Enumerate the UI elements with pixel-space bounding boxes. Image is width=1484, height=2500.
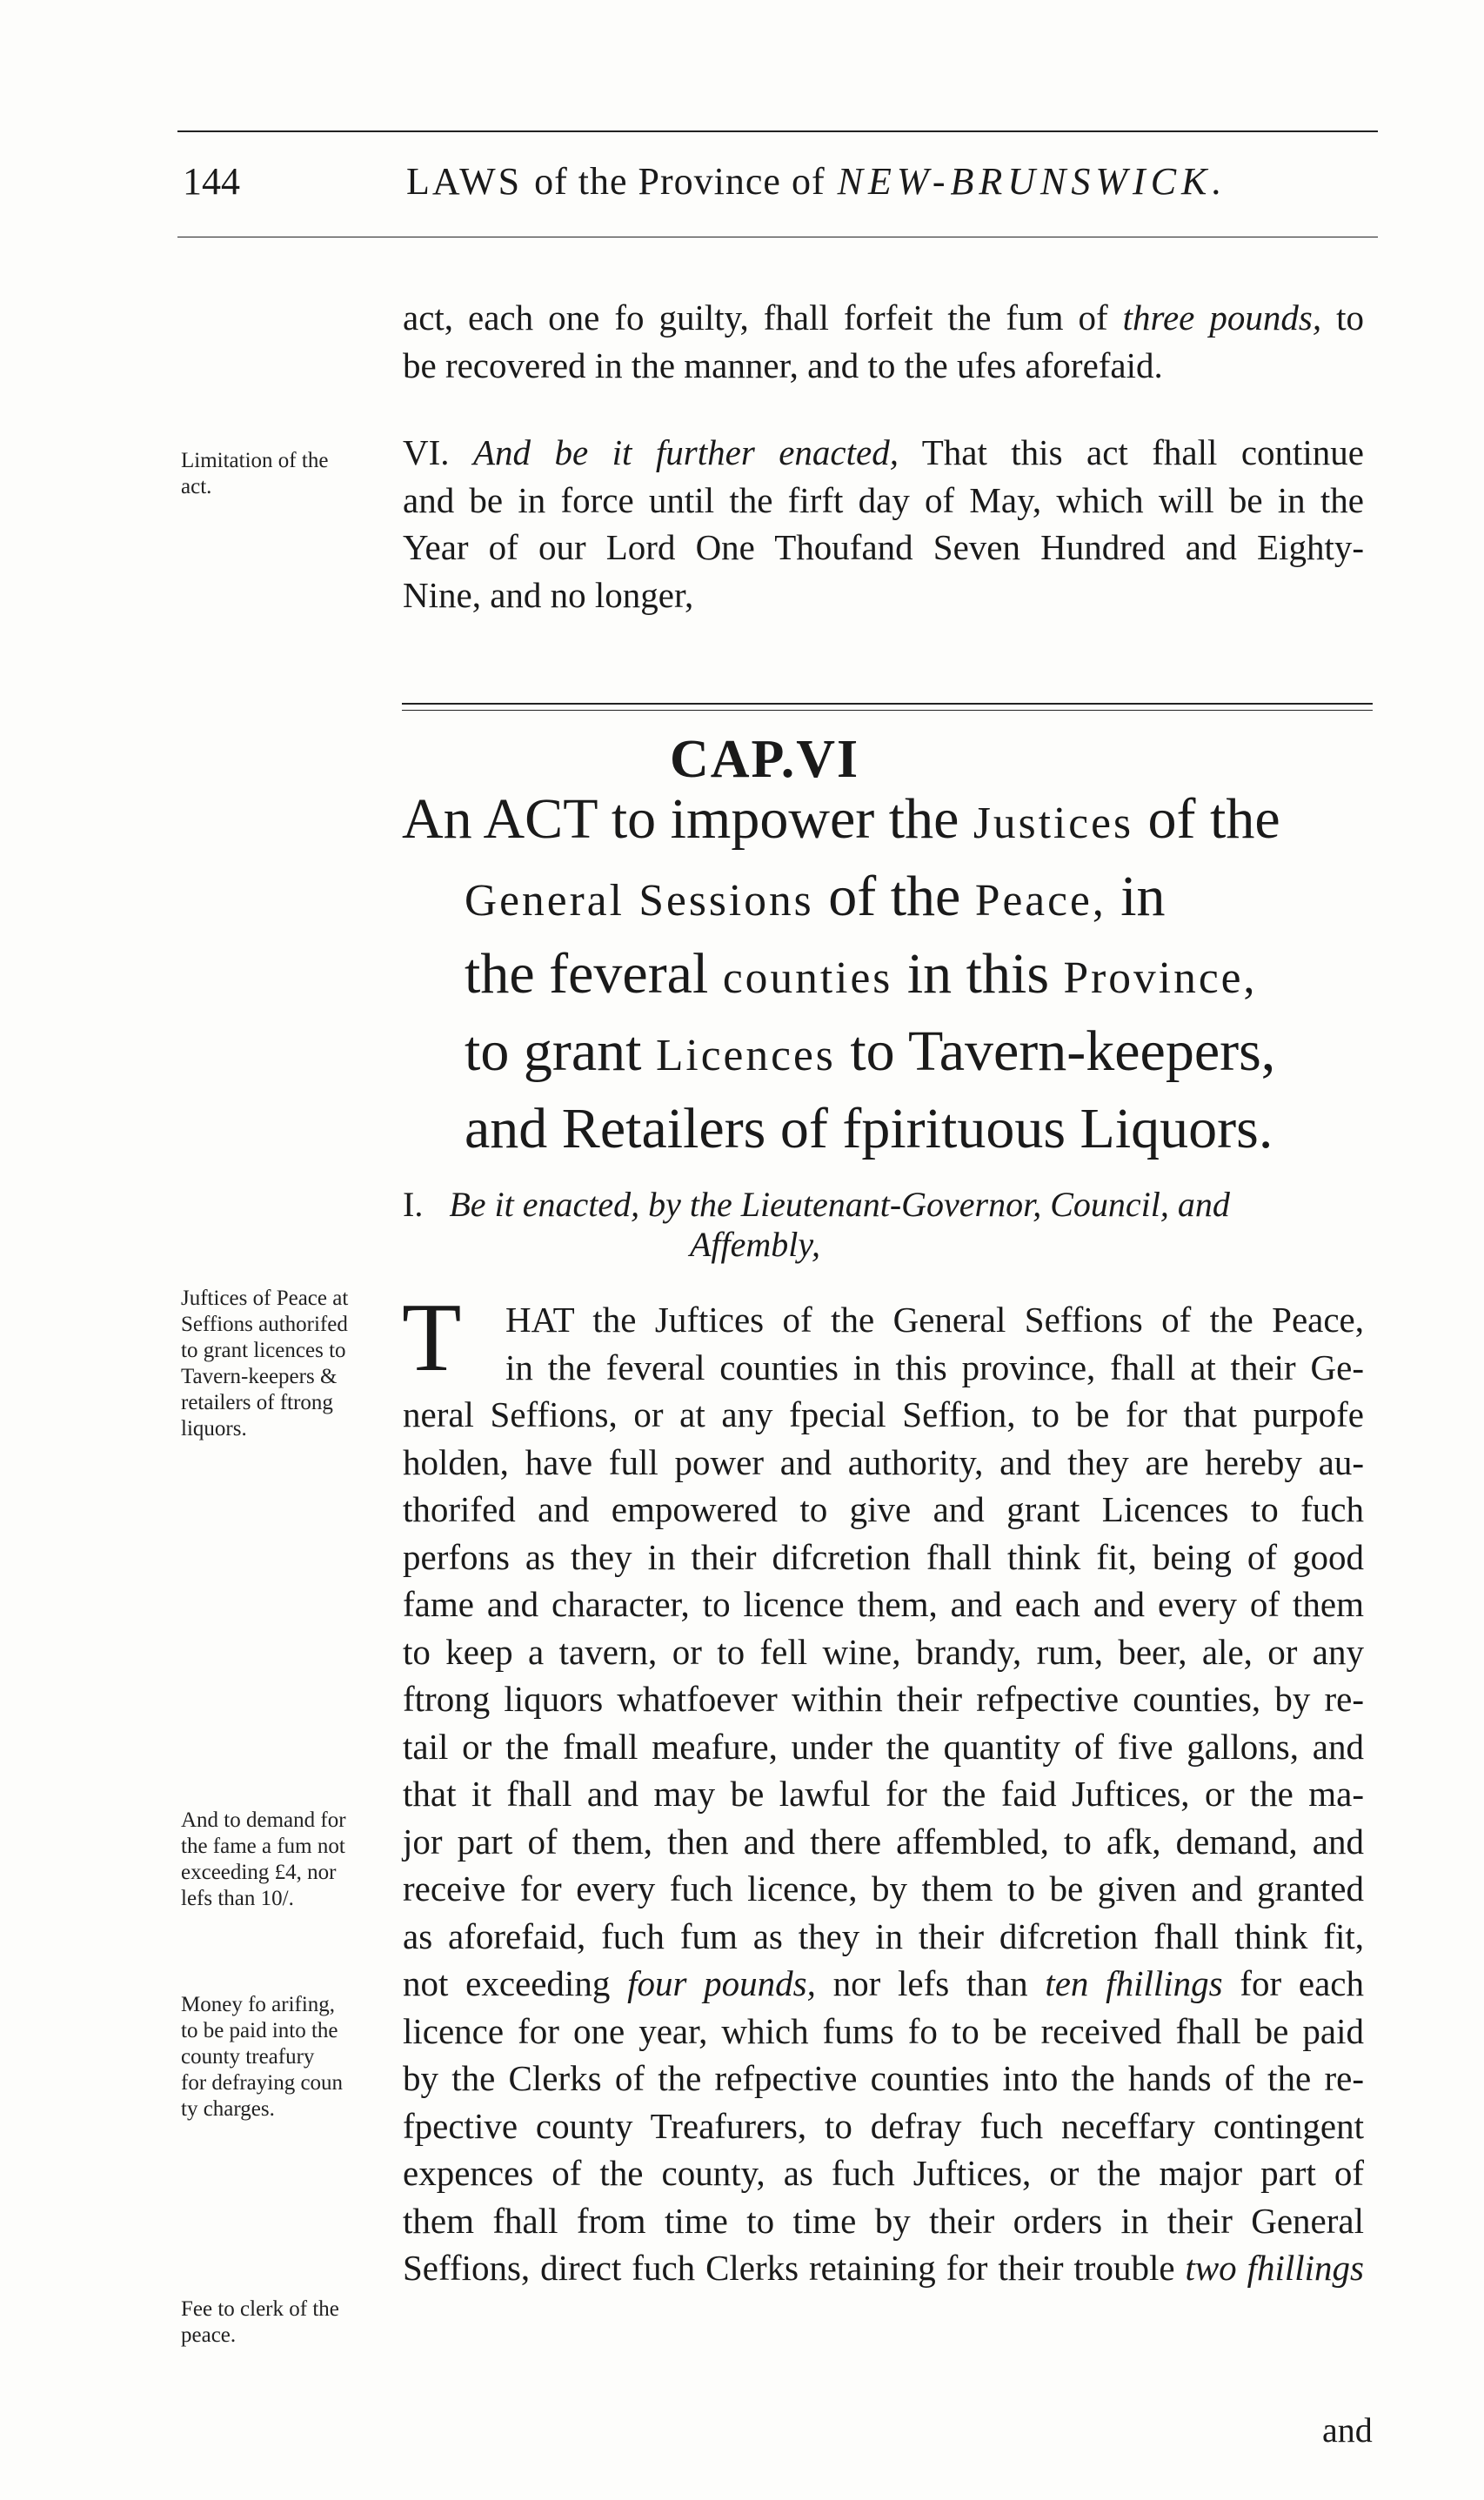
running-head-province: of the Province of	[534, 160, 826, 203]
chapter-title	[402, 783, 1376, 1166]
text-line: HAT the Juftices of the General Seffions of the Peace,	[505, 1300, 1364, 1340]
text-line: Seffions, direct fuch Clerks retaining for their trouble two fhillings	[403, 2248, 1364, 2288]
text-line: to keep a tavern, or to fell wine, brandy, rum, beer, ale, or any	[403, 1631, 1364, 1672]
text-line: act, each one fo guilty, fhall forfeit the fum of three pounds, to	[403, 297, 1365, 338]
text-line: fpective county Treafurers, to defray fuch neceffary contingent	[403, 2105, 1364, 2146]
text-line: not exceeding four pounds, nor lefs than ten fhillings for each	[403, 1963, 1364, 2003]
title-line: An ACT to impower the Justices of the	[402, 787, 1280, 851]
section-vi-paragraph	[403, 429, 1364, 618]
text-line: be recovered in the manner, and to the ufes aforefaid.	[403, 344, 1163, 385]
text-line: tail or the fmall meafure, under the quantity of five gallons, and	[403, 1726, 1364, 1767]
chapter-divider-rule	[402, 703, 1373, 711]
text-line: as aforefaid, fuch fum as they in their difcretion fhall think fit,	[403, 1915, 1364, 1956]
margin-note-fee-amount: And to demand for the fame a fum not exceeding £4, nor lefs than 10/.	[181, 1808, 346, 1910]
running-head-laws: LAWS	[406, 160, 523, 203]
continuation-paragraph	[403, 294, 1364, 389]
title-line: to grant Licences to Tavern-keepers,	[465, 1019, 1276, 1083]
text-line: fame and character, to licence them, and each and every of them	[403, 1584, 1364, 1624]
title-line: General Sessions of the Peace, in	[465, 865, 1166, 928]
text-line: ftrong liquors whatfoever within their refpective counties, by re-	[403, 1679, 1364, 1719]
section-i-heading	[403, 1185, 1364, 1265]
text-line: Nine, and no longer,	[403, 574, 694, 615]
text-line: Year of our Lord One Thoufand Seven Hundred and Eighty-	[403, 527, 1364, 567]
title-line: the feveral counties in this Province,	[465, 942, 1258, 1006]
text-line: VI. And be it further enacted, That this act fhall continue	[403, 432, 1365, 472]
enacting-clause-continued: Affembly,	[690, 1225, 820, 1264]
text-line: that it fhall and may be lawful for the faid Juftices, or the ma-	[403, 1774, 1364, 1814]
text-line: in the feveral counties in this province, fhall at their Ge-	[505, 1347, 1364, 1387]
running-head	[406, 159, 1372, 204]
text-line: jor part of them, then and there affembled, to afk, demand, and	[403, 1821, 1364, 1862]
text-line: receive for every fuch licence, by them to be given and granted	[403, 1868, 1364, 1908]
text-line: thorifed and empowered to give and grant Licences to fuch	[403, 1489, 1364, 1529]
page-number: 144	[183, 160, 240, 203]
drop-cap: T	[402, 1284, 462, 1392]
text-line: and be in force until the firft day of May, which will be in the	[403, 479, 1364, 520]
catchword: and	[1322, 2410, 1373, 2450]
enacting-clause: I. Be it enacted, by the Lieutenant-Governor, Council, and	[403, 1185, 1230, 1224]
margin-note-treasury: Money fo arifing, to be paid into the county treafury for defraying coun ty charges.	[181, 1993, 344, 2121]
text-line: licence for one year, which fums fo to be received fhall be paid	[403, 2010, 1364, 2051]
text-line: them fhall from time to time by their orders in their General	[403, 2200, 1364, 2241]
chapter-number: CAP.VI	[670, 730, 860, 789]
text-line: holden, have full power and authority, and they are hereby au-	[403, 1441, 1364, 1482]
text-line: perfons as they in their difcretion fhall think fit, being of good	[403, 1536, 1364, 1577]
text-line: by the Clerks of the refpective counties into the hands of the re-	[403, 2058, 1364, 2098]
header-rule-top	[177, 130, 1378, 132]
text-line: neral Seffions, or at any fpecial Seffion, to be for that purpofe	[403, 1394, 1364, 1434]
text-line: expences of the county, as fuch Juftices, or the major part of	[403, 2153, 1364, 2193]
running-head-province-name: NEW-BRUNSWICK.	[837, 160, 1227, 203]
margin-note-limitation: Limitation of the act.	[181, 449, 329, 498]
margin-note-clerk-fee: Fee to clerk of the peace.	[181, 2297, 339, 2347]
title-line: and Retailers of fpirituous Liquors.	[465, 1097, 1273, 1160]
section-i-paragraph	[402, 1284, 1364, 2292]
margin-note-licences: Juftices of Peace at Seffions authorifed to grant licences to Tavern-keepers & retailers of ftrong liquors.	[181, 1287, 349, 1441]
